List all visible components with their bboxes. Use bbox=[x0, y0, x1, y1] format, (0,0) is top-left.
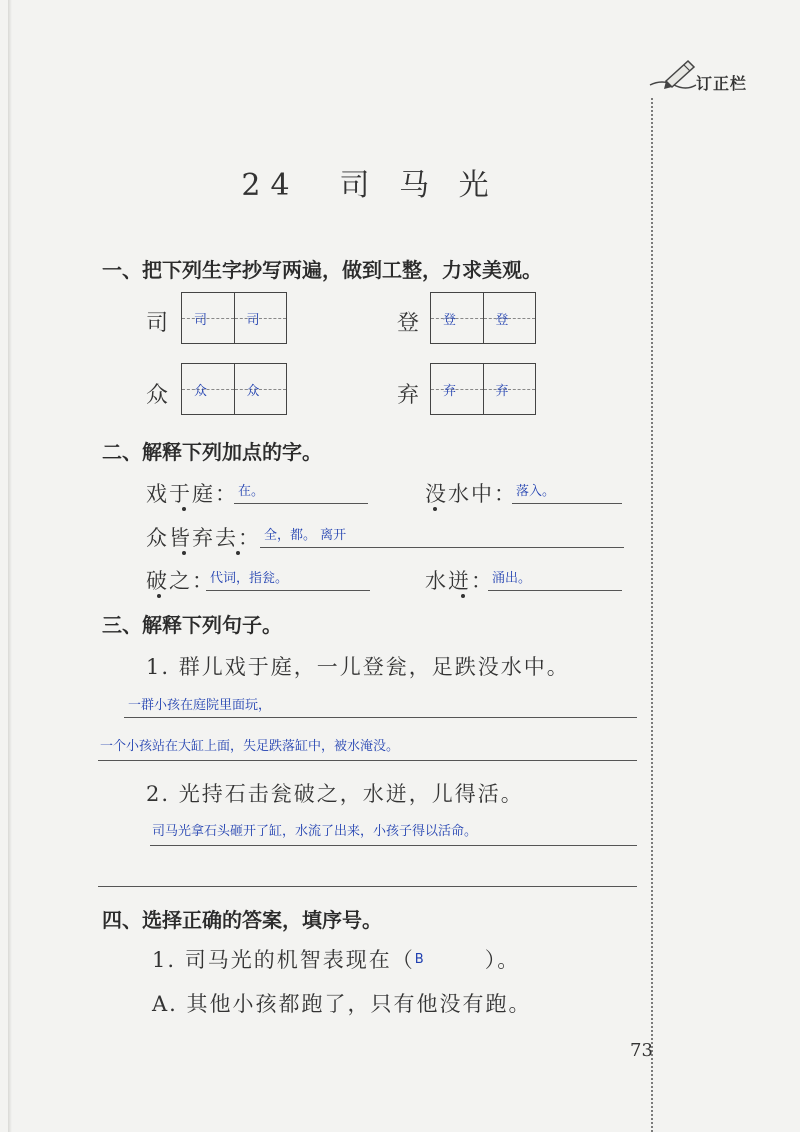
sentence-1: 1. 群儿戏于庭，一儿登瓮，足跌没水中。 bbox=[146, 655, 570, 679]
answer-xi-yu-ting: 在。 bbox=[238, 484, 265, 499]
char-label-qi: 弃 bbox=[397, 383, 420, 408]
choice-question-1 bbox=[152, 944, 520, 974]
answer-line[interactable] bbox=[206, 590, 370, 591]
answer-line[interactable] bbox=[512, 503, 622, 504]
term-shui-beng: 水迸： bbox=[425, 569, 494, 593]
answer-line[interactable] bbox=[234, 503, 368, 504]
term-xi-yu-ting: 戏于庭： bbox=[146, 482, 238, 506]
answer-zhong-jie-qi-qu: 全，都。 离开 bbox=[264, 528, 347, 543]
answer-line[interactable] bbox=[488, 590, 622, 591]
sentence-1-answer-line1: 一群小孩在庭院里面玩， bbox=[128, 698, 272, 713]
answer-mo-shui-zhong: 落入。 bbox=[516, 484, 556, 499]
correction-label: 订正栏 bbox=[696, 74, 748, 93]
sentence-1-answer-line2: 一个小孩站在大缸上面，失足跌落缸中，被水淹没。 bbox=[100, 739, 400, 754]
section4-heading: 四、选择正确的答案，填序号。 bbox=[102, 908, 382, 932]
answer-line[interactable] bbox=[124, 717, 637, 718]
answer-po-zhi: 代词，指瓮。 bbox=[210, 571, 289, 586]
term-mo-shui-zhong: 没水中： bbox=[425, 482, 517, 506]
pen-icon bbox=[648, 55, 698, 95]
emphasis-dot bbox=[236, 551, 240, 555]
char-label-si: 司 bbox=[146, 311, 169, 336]
correction-rule bbox=[651, 98, 653, 1132]
grid-answer: 众 bbox=[194, 384, 208, 399]
grid-answer: 众 bbox=[246, 384, 260, 399]
grid-answer: 司 bbox=[246, 313, 260, 328]
answer-line[interactable] bbox=[150, 845, 637, 846]
grid-answer: 登 bbox=[443, 313, 457, 328]
term-po-zhi: 破之： bbox=[146, 569, 215, 593]
answer-line[interactable] bbox=[98, 886, 637, 887]
section2-heading: 二、解释下列加点的字。 bbox=[102, 440, 322, 464]
lesson-title: 24 司 马 光 bbox=[241, 168, 499, 203]
emphasis-dot bbox=[182, 507, 186, 511]
emphasis-dot bbox=[433, 507, 437, 511]
choice-answer[interactable]: B bbox=[414, 952, 426, 967]
question-suffix: ）。 bbox=[484, 948, 521, 972]
sentence-2: 2. 光持石击瓮破之，水迸，儿得活。 bbox=[146, 782, 524, 806]
section1-heading: 一、把下列生字抄写两遍，做到工整，力求美观。 bbox=[102, 258, 542, 282]
question-prefix: 1. 司马光的机智表现在（ bbox=[152, 948, 415, 972]
emphasis-dot bbox=[157, 594, 161, 598]
answer-line[interactable] bbox=[98, 760, 637, 761]
option-a: A. 其他小孩都跑了，只有他没有跑。 bbox=[152, 992, 532, 1016]
char-label-zhong: 众 bbox=[146, 383, 169, 408]
answer-line[interactable] bbox=[260, 547, 624, 548]
grid-answer: 弃 bbox=[443, 384, 457, 399]
term-zhong-jie-qi-qu: 众皆弃去： bbox=[146, 526, 261, 550]
writing-grid-deng[interactable] bbox=[430, 292, 536, 344]
emphasis-dot bbox=[461, 594, 465, 598]
page-number: 73 bbox=[630, 1040, 653, 1061]
grid-answer: 登 bbox=[495, 313, 509, 328]
char-label-deng: 登 bbox=[397, 311, 420, 336]
correction-header bbox=[648, 55, 788, 95]
emphasis-dot bbox=[182, 551, 186, 555]
grid-answer: 司 bbox=[194, 313, 208, 328]
sentence-2-answer: 司马光拿石头砸开了缸，水流了出来，小孩子得以活命。 bbox=[152, 824, 478, 839]
writing-grid-zhong[interactable] bbox=[181, 363, 287, 415]
grid-answer: 弃 bbox=[495, 384, 509, 399]
writing-grid-qi[interactable] bbox=[430, 363, 536, 415]
section3-heading: 三、解释下列句子。 bbox=[102, 613, 282, 637]
answer-shui-beng: 涌出。 bbox=[492, 571, 532, 586]
writing-grid-si[interactable] bbox=[181, 292, 287, 344]
